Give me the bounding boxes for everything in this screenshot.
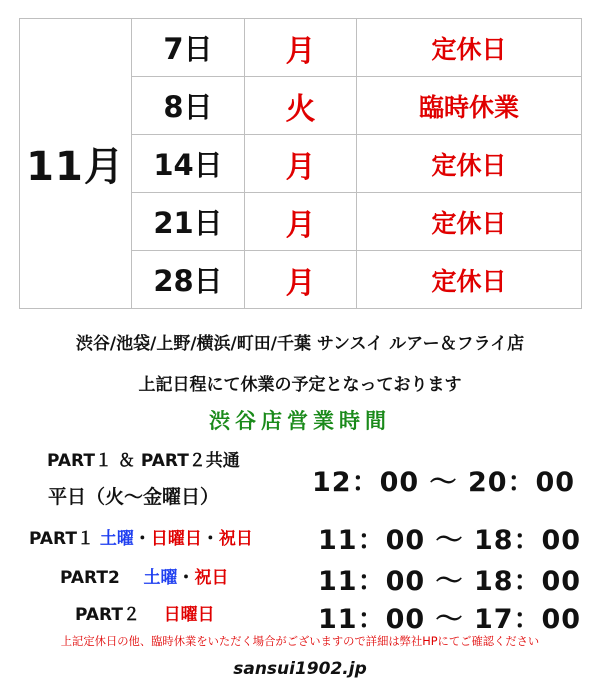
part2-sunday-label — [75, 600, 215, 625]
hours-title: 渋谷店営業時間 — [209, 409, 391, 433]
separator: ・ — [177, 568, 195, 588]
part2-sunday-time: 11：00 ～ 17：00 — [318, 604, 582, 635]
weekday-cell: 月 — [245, 251, 357, 309]
saturday-label: 土曜 — [99, 529, 134, 549]
footnote: 上記定休日の他、臨時休業をいただく場合がございますので詳細は弊社HPにてご確認ください — [60, 635, 540, 648]
part2-sat-holiday-label — [60, 563, 229, 588]
closure-notice: 上記日程にて休業の予定となっております — [138, 375, 462, 395]
shops-line: 渋谷/池袋/上野/横浜/町田/千葉 サンスイ ルアー＆フライ店 — [75, 334, 525, 354]
common-hours-label: PART１ ＆ PART２共通 — [47, 451, 240, 471]
weekday-time: 12：00 ～ 20：00 — [312, 467, 576, 498]
sunday-label: 日曜日 — [150, 529, 202, 549]
weekday-cell: 火 — [245, 77, 357, 135]
part-prefix: PART２ — [75, 605, 140, 625]
day-cell: 7日 — [132, 19, 245, 77]
part-prefix: PART2 — [60, 568, 120, 588]
status-cell: 定休日 — [357, 193, 582, 251]
status-cell: 定休日 — [357, 19, 582, 77]
weekday-cell: 月 — [245, 135, 357, 193]
saturday-label: 土曜 — [143, 568, 178, 588]
day-cell: 8日 — [132, 77, 245, 135]
holiday-label: 祝日 — [194, 568, 229, 588]
day-cell: 21日 — [132, 193, 245, 251]
day-cell: 28日 — [132, 251, 245, 309]
weekday-cell: 月 — [245, 193, 357, 251]
holiday-label: 祝日 — [218, 529, 253, 549]
weekday-label: 平日（火～金曜日） — [48, 486, 220, 508]
part1-weekend-label — [29, 524, 253, 549]
part1-weekend-time: 11：00 ～ 18：00 — [318, 525, 582, 556]
table-row — [20, 19, 582, 77]
month-cell: 11月 — [20, 19, 132, 309]
status-cell: 定休日 — [357, 251, 582, 309]
closure-schedule-table — [19, 18, 582, 309]
day-cell: 14日 — [132, 135, 245, 193]
weekday-cell: 月 — [245, 19, 357, 77]
sunday-label: 日曜日 — [163, 605, 215, 625]
separator: ・ — [133, 529, 151, 549]
status-cell: 定休日 — [357, 135, 582, 193]
part-prefix: PART１ — [29, 529, 94, 549]
status-cell: 臨時休業 — [357, 77, 582, 135]
part2-sat-holiday-time: 11：00 ～ 18：00 — [318, 566, 582, 597]
website-url: sansui1902.jp — [233, 659, 367, 679]
separator: ・ — [201, 529, 219, 549]
